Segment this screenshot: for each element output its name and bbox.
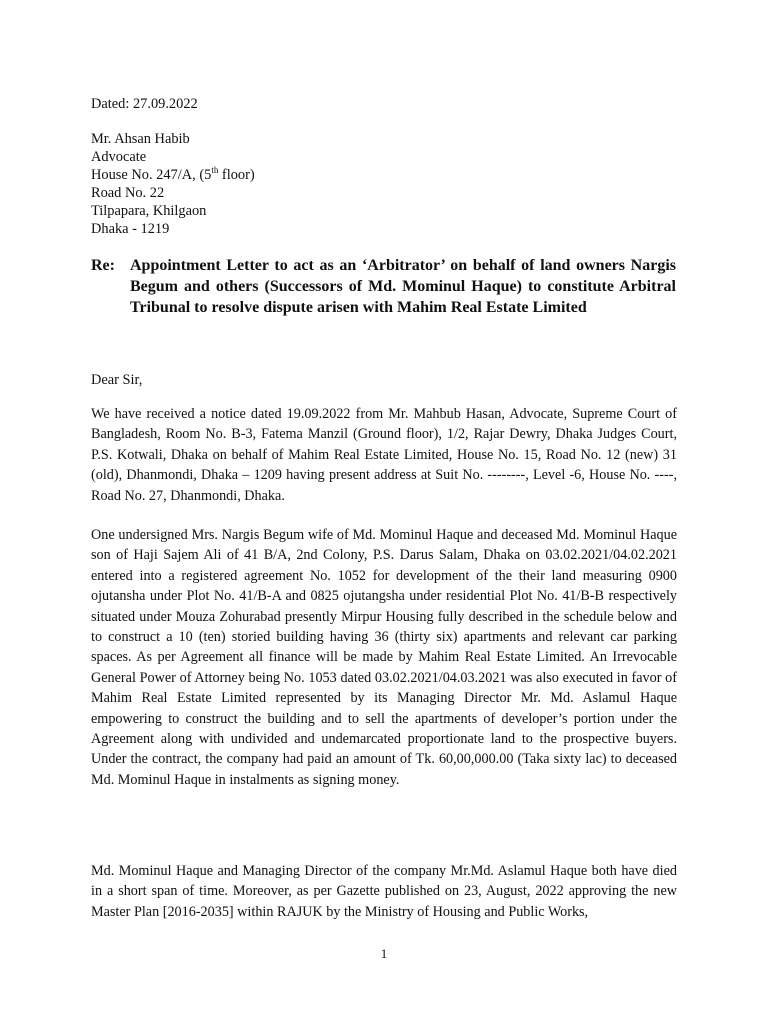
body-paragraph-notice: We have received a notice dated 19.09.2022 from Mr. Mahbub Hasan, Advocate, Supreme Court of Bangladesh, Room No. B-3, Fatema Manzil (Ground floor), 1/2, Rajar Dewry, Dhaka Judges Court, P.S. Kotwali, Dhaka on behalf of Mahim Real Estate Limited, House No. 15, Road No. 12 (new) 31 (old), Dhanmondi, Dhaka – 1209 having present address at Suit No. --------, Level -6, House No. ----, Road No. 27, Dhanmondi, Dhaka. xyxy=(91,406,677,504)
letter-date: Dated: 27.09.2022 xyxy=(91,96,198,112)
body-paragraph-deaths: Md. Mominul Haque and Managing Director of the company Mr.Md. Aslamul Haque both have died in a short span of time. Moreover, as per Gazette published on 23, August, 2022 approving the new Master Plan [2016-2035] within RAJUK by the Ministry of Housing and Public Works, xyxy=(91,863,677,920)
recipient-house-suffix: floor) xyxy=(218,167,255,183)
body-paragraph-agreement: One undersigned Mrs. Nargis Begum wife of Md. Mominul Haque and deceased Md. Mominul Haque son of Haji Sajem Ali of 41 B/A, 2nd Colony, P.S. Darus Salam, Dhaka on 03.02.2021/04.02.2021 entered into a registered agreement No. 1052 for development of the their land measuring 0900 ojutansha under Plot No. 41/B-A and 0825 ojutangsha under residential Plot No. 41/B-B respectively situated under Mouza Zohurabad presently Mirpur Housing fully described in the schedule below and to construct a 10 (ten) storied building having 36 (thirty six) apartments and relevant car parking spaces. As per Agreement all finance will be made by Mahim Real Estate Limited. An Irrevocable General Power of Attorney being No. 1053 dated 03.02.2021/04.03.2021 was also executed in favor of Mahim Real Estate Limited represented by its Managing Director Mr. Md. Aslamul Haque empowering to construct the building and to sell the apartments of developer’s portion under the Agreement along with undivided and undemarcated proportionate land to the prospective buyers. Under the contract, the company had paid an amount of Tk. 60,00,000.00 (Taka sixty lac) to deceased Md. Mominul Haque in instalments as signing money. xyxy=(91,527,677,788)
recipient-area: Tilpapara, Khilgaon xyxy=(91,203,207,219)
recipient-house xyxy=(91,166,681,184)
page-number: 1 xyxy=(380,946,388,961)
subject-line: Appointment Letter to act as an ‘Arbitrator’ on behalf of land owners Nargis Begum and others (Successors of Md. Mominul Haque) to constitute Arbitral Tribunal to resolve dispute arisen with Mahim Real Estate Limited xyxy=(130,257,676,316)
recipient-city: Dhaka - 1219 xyxy=(91,221,170,237)
recipient-house-superscript: th xyxy=(211,165,219,176)
subject-label: Re: xyxy=(91,257,115,274)
recipient-title: Advocate xyxy=(91,149,147,165)
recipient-road: Road No. 22 xyxy=(91,185,165,201)
recipient-house-prefix: House No. 247/A, (5 xyxy=(91,167,212,183)
recipient-address xyxy=(91,130,681,238)
recipient-name: Mr. Ahsan Habib xyxy=(91,131,190,147)
salutation: Dear Sir, xyxy=(91,372,143,388)
